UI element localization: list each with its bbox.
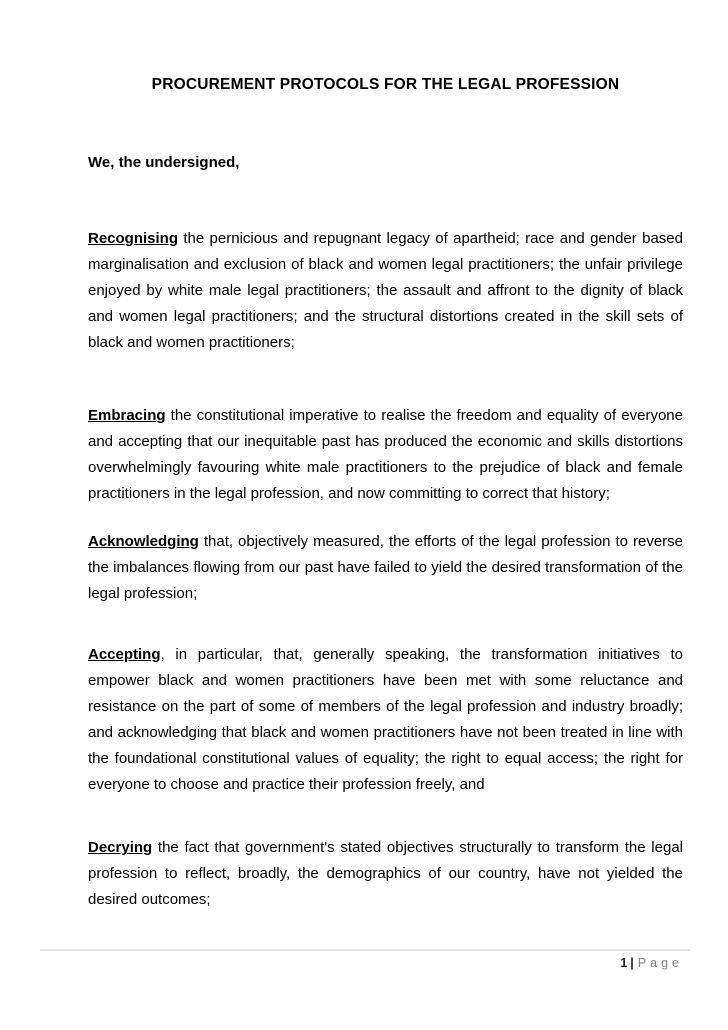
footer-divider xyxy=(40,949,690,951)
salutation: We, the undersigned, xyxy=(88,154,240,171)
paragraph-lead-recognising: Recognising xyxy=(88,230,179,247)
page-title: PROCUREMENT PROTOCOLS FOR THE LEGAL PROFESSION xyxy=(151,76,620,93)
footer-page-label: Page xyxy=(637,956,683,970)
paragraph-lead-accepting: Accepting xyxy=(88,646,161,663)
page-number: 1 xyxy=(620,956,628,970)
paragraph-embracing xyxy=(88,403,683,507)
paragraph-body-embracing: the constitutional imperative to realise the freedom and equality of everyone and accepting that our inequitable past has produced the economic and skills distortions overwhelmingly favouring white male practitioners to the prejudice of black and female practitioners in the legal profession, and now committing to correct that history; xyxy=(88,407,683,502)
footer-separator: | xyxy=(630,956,634,970)
paragraph-body-decrying: the fact that government's stated objectives structurally to transform the legal profession to reflect, broadly, the demographics of our country, have not yielded the desired outcomes; xyxy=(88,839,683,908)
paragraph-lead-acknowledging: Acknowledging xyxy=(88,533,199,550)
paragraph-decrying xyxy=(88,835,683,913)
paragraph-accepting xyxy=(88,642,683,798)
paragraph-body-recognising: the pernicious and repugnant legacy of apartheid; race and gender based marginalisation and exclusion of black and women legal practitioners; the unfair privilege enjoyed by white male legal practitioners; the assault and affront to the dignity of black and women legal practitioners; and the structural distortions created in the skill sets of black and women practitioners; xyxy=(88,230,683,351)
paragraph-body-acknowledging: that, objectively measured, the efforts of the legal profession to reverse the imbalances flowing from our past have failed to yield the desired transformation of the legal profession; xyxy=(88,533,683,602)
paragraph-acknowledging xyxy=(88,529,683,607)
paragraph-recognising xyxy=(88,226,683,356)
paragraph-lead-decrying: Decrying xyxy=(88,839,153,856)
page-footer xyxy=(620,953,683,973)
paragraph-body-accepting: , in particular, that, generally speaking, the transformation initiatives to empower black and women practitioners have been met with some reluctance and resistance on the part of some of members of the legal profession and industry broadly; and acknowledging that black and women practitioners have not been treated in line with the foundational constitutional values of equality; the right to equal access; the right for everyone to choose and practice their profession freely, and xyxy=(88,646,683,793)
paragraph-lead-embracing: Embracing xyxy=(88,407,166,424)
